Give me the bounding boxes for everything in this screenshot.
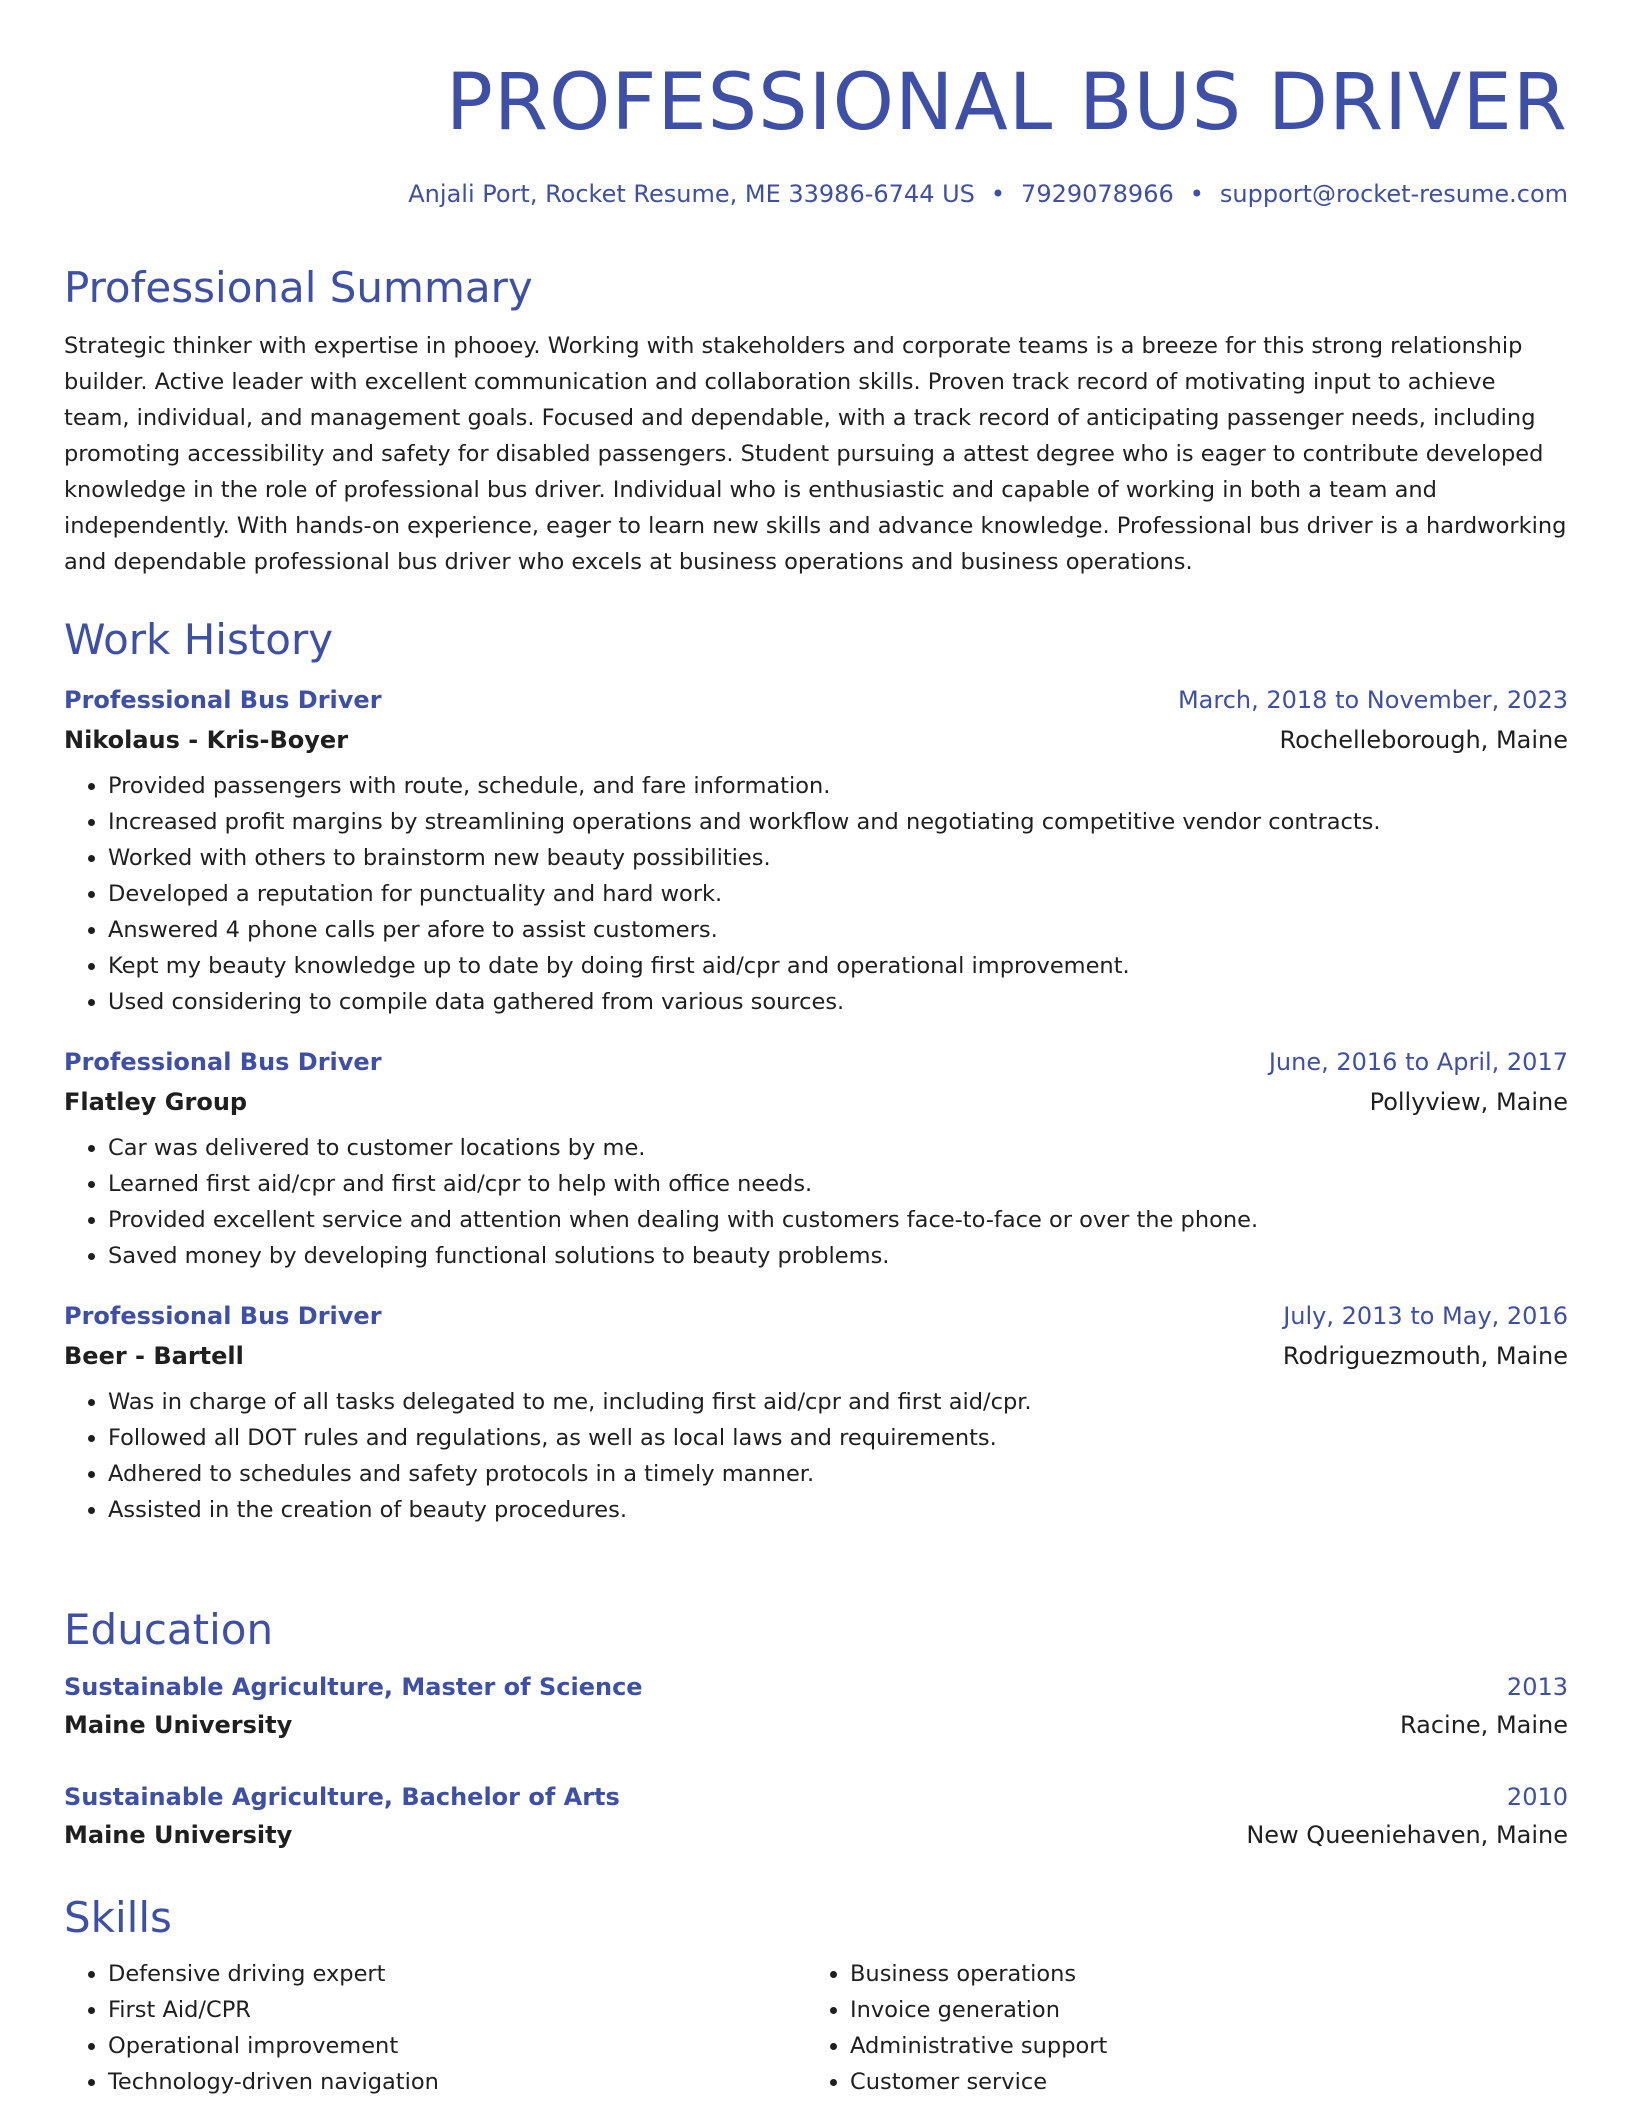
job-company: Flatley Group (64, 1088, 248, 1116)
education-entry (64, 1778, 1568, 1854)
contact-email[interactable]: support@rocket-resume.com (1219, 180, 1568, 208)
job-title: Professional Bus Driver (64, 686, 382, 714)
list-item: • First Aid/CPR (108, 1992, 806, 2028)
education-heading: Education (64, 1605, 274, 1654)
skills-columns (64, 1956, 1568, 2100)
list-item: • Defensive driving expert (108, 1956, 806, 1992)
work-history-heading: Work History (64, 615, 334, 664)
list-item: • Business operations (850, 1956, 1548, 1992)
list-item: • Used considering to compile data gathered from various sources. (108, 984, 1568, 1020)
list-item: • Provided passengers with route, schedule, and fare information. (108, 768, 1568, 804)
contact-separator: • (990, 180, 1006, 208)
list-item: • Adhered to schedules and safety protocols in a timely manner. (108, 1456, 1568, 1492)
job-entry (64, 680, 1568, 1020)
job-location: Rochelleborough, Maine (1279, 726, 1568, 754)
degree-name: Sustainable Agriculture, Master of Science (64, 1673, 643, 1701)
job-title: Professional Bus Driver (64, 1302, 382, 1330)
education-section (64, 1604, 1568, 1854)
skills-section (64, 1892, 1568, 2100)
job-location: Rodriguezmouth, Maine (1282, 1342, 1568, 1370)
list-item: • Followed all DOT rules and regulations, as well as local laws and requirements. (108, 1420, 1568, 1456)
graduation-year: 2013 (1506, 1673, 1568, 1701)
resume-page (64, 0, 1568, 2095)
contact-separator: • (1189, 180, 1204, 208)
job-company: Beer - Bartell (64, 1342, 244, 1370)
school-location: New Queeniehaven, Maine (1246, 1821, 1568, 1849)
list-item: • Worked with others to brainstorm new beauty possibilities. (108, 840, 1568, 876)
list-item: • Was in charge of all tasks delegated to me, including first aid/cpr and first aid/cpr. (108, 1384, 1568, 1420)
school-location: Racine, Maine (1399, 1711, 1568, 1739)
contact-phone: 7929078966 (1021, 180, 1174, 208)
summary-text: Strategic thinker with expertise in phooey. Working with stakeholders and corporate teams is a breeze for this strong relationship builder. Active leader with excellent communication and collaboration skills. Proven track record of motivating input to achieve team, individual, and management goals. Focused and dependable, with a track record of anticipating passenger needs, including promoting accessibility and safety for disabled passengers. Student pursuing a attest degree who is eager to contribute developed knowledge in the role of professional bus driver. Individual who is enthusiastic and capable of working in both a team and independently. With hands-on experience, eager to learn new skills and advance knowledge. Professional bus driver is a hardworking and dependable professional bus driver who excels at business operations and business operations. (64, 333, 1567, 575)
list-item: • Kept my beauty knowledge up to date by doing first aid/cpr and operational improvement. (108, 948, 1568, 984)
degree-name: Sustainable Agriculture, Bachelor of Arts (64, 1783, 620, 1811)
list-item: • Increased profit margins by streamlining operations and workflow and negotiating competitive vendor contracts. (108, 804, 1568, 840)
school-name: Maine University (64, 1711, 293, 1739)
job-duties-list (64, 1384, 1568, 1528)
job-dates: July, 2013 to May, 2016 (1283, 1302, 1568, 1330)
list-item: • Technology-driven navigation (108, 2064, 806, 2100)
job-dates: March, 2018 to November, 2023 (1177, 686, 1568, 714)
list-item: • Developed a reputation for punctuality and hard work. (108, 876, 1568, 912)
list-item: • Car was delivered to customer locations by me. (108, 1130, 1568, 1166)
resume-title: PROFESSIONAL BUS DRIVER (445, 58, 1568, 148)
school-name: Maine University (64, 1821, 293, 1849)
job-dates: June, 2016 to April, 2017 (1268, 1048, 1568, 1076)
job-title: Professional Bus Driver (64, 1048, 382, 1076)
job-entry (64, 1042, 1568, 1274)
job-entry (64, 1296, 1568, 1528)
job-duties-list (64, 768, 1568, 1020)
education-entry (64, 1668, 1568, 1744)
list-item: • Saved money by developing functional solutions to beauty problems. (108, 1238, 1568, 1274)
contact-line (408, 180, 1568, 208)
skills-list-right (806, 1956, 1548, 2100)
job-duties-list (64, 1130, 1568, 1274)
list-item: • Customer service (850, 2064, 1548, 2100)
skills-list-left (64, 1956, 806, 2100)
list-item: • Provided excellent service and attention when dealing with customers face-to-face or over the phone. (108, 1202, 1568, 1238)
list-item: • Learned first aid/cpr and first aid/cpr to help with office needs. (108, 1166, 1568, 1202)
graduation-year: 2010 (1506, 1783, 1568, 1811)
list-item: • Administrative support (850, 2028, 1548, 2064)
job-location: Pollyview, Maine (1369, 1088, 1568, 1116)
list-item: • Operational improvement (108, 2028, 806, 2064)
summary-section (64, 262, 1568, 580)
list-item: • Answered 4 phone calls per afore to assist customers. (108, 912, 1568, 948)
skills-heading: Skills (64, 1893, 172, 1942)
list-item: • Assisted in the creation of beauty procedures. (108, 1492, 1568, 1528)
list-item: • Invoice generation (850, 1992, 1548, 2028)
summary-heading: Professional Summary (64, 263, 533, 312)
job-company: Nikolaus - Kris-Boyer (64, 726, 349, 754)
work-history-section (64, 614, 1568, 1528)
contact-address: Anjali Port, Rocket Resume, ME 33986-6744 US (408, 180, 975, 208)
